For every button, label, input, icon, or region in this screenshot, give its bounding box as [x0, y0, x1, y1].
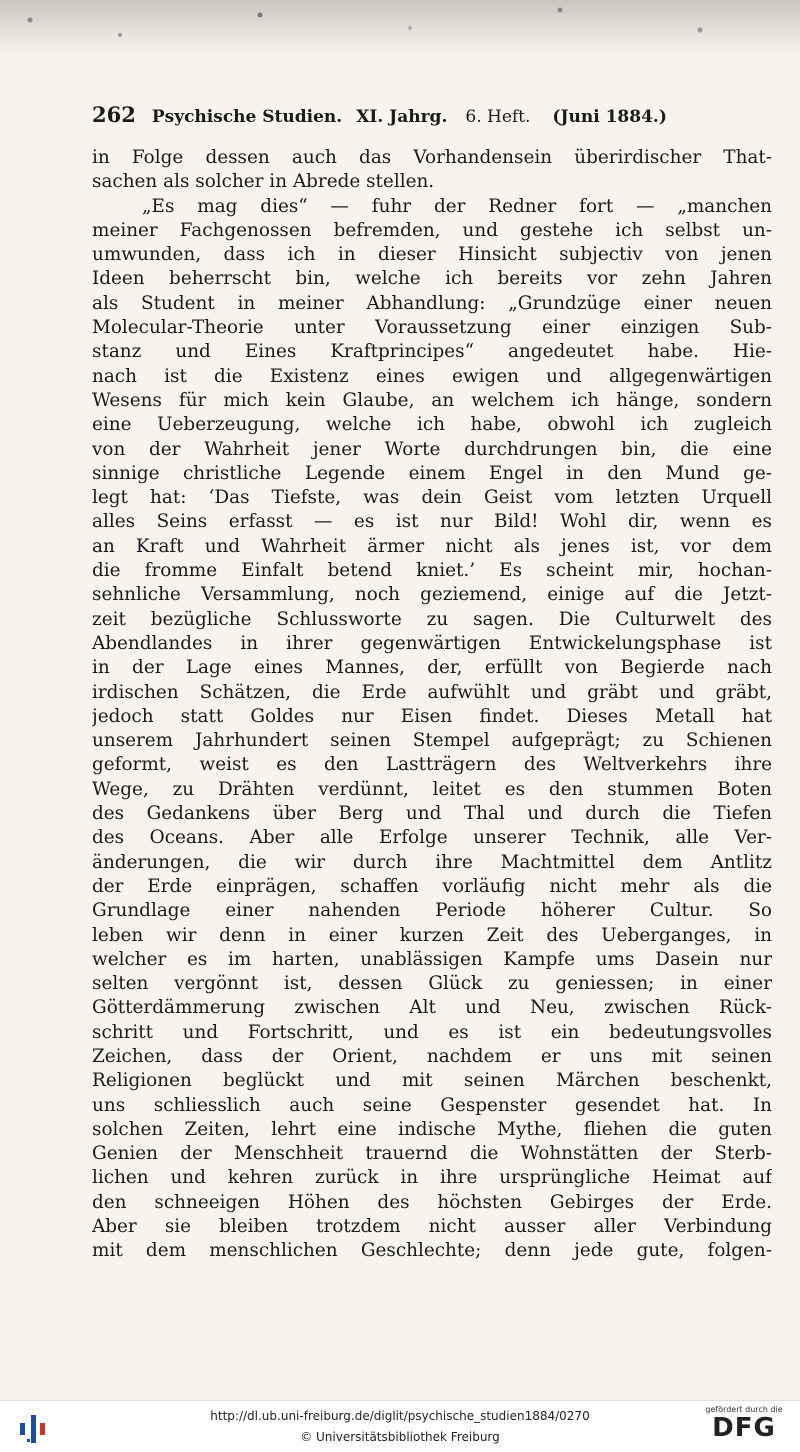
text-line: welcher es im harten, unablässigen Kampfe ums Dasein nur — [92, 948, 772, 970]
copyright-notice: © Universitätsbibliothek Freiburg — [300, 1430, 500, 1444]
dfg-logo — [696, 1405, 792, 1449]
text-line: solchen Zeiten, lehrt eine indische Mythe, fliehen die guten — [92, 1118, 772, 1140]
text-line: unserem Jahrhundert seinen Stempel aufgeprägt; zu Schienen — [92, 730, 772, 752]
permalink-url[interactable]: http://dl.ub.uni-freiburg.de/diglit/psychische_studien1884/0270 — [210, 1409, 590, 1423]
text-line: änderungen, die wir durch ihre Machtmittel dem Antlitz — [92, 851, 772, 873]
journal-title: Psychische Studien. — [151, 107, 343, 127]
text-line: meiner Fachgenossen befremden, und gestehe ich selbst un- — [92, 219, 772, 241]
text-line: „Es mag dies“ — fuhr der Redner fort — „manchen — [142, 195, 772, 217]
text-line: Grundlage einer nahenden Periode höherer Cultur. So — [92, 900, 772, 922]
text-line: eine Ueberzeugung, welche ich habe, obwohl ich zugleich — [92, 414, 772, 436]
text-line: leben wir denn in einer kurzen Zeit des Ueberganges, in — [92, 924, 772, 946]
text-line: nach ist die Existenz eines ewigen und allgegenwärtigen — [92, 365, 772, 387]
volume-year: XI. Jahrg. — [356, 107, 448, 127]
page-top-edge — [0, 0, 800, 60]
issue-date: (Juni 1884.) — [552, 107, 667, 127]
dfg-wordmark: DFG — [712, 1413, 776, 1443]
issue-number: 6. Heft. — [465, 107, 531, 127]
text-line: an Kraft und Wahrheit ärmer nicht als jenes ist, vor dem — [92, 535, 772, 557]
text-line: sachen als solcher in Abrede stellen. — [92, 171, 435, 193]
text-line: Wesens für mich kein Glaube, an welchem ich hänge, sondern — [92, 389, 772, 411]
text-line: stanz und Eines Kraftprincipes“ angedeutet habe. Hie- — [92, 341, 772, 363]
body-text — [92, 146, 772, 1264]
page-number: 262 — [92, 102, 136, 127]
text-line: geformt, weist es den Lastträgern des Weltverkehrs ihre — [92, 754, 772, 776]
text-line: lichen und kehren zurück in ihre ursprüngliche Heimat auf — [92, 1167, 772, 1189]
text-line: den schneeigen Höhen des höchsten Gebirges der Erde. — [92, 1191, 772, 1213]
text-line: Zeichen, dass der Orient, nachdem er uns mit seinen — [92, 1045, 772, 1067]
dfg-tagline: gefördert durch die — [705, 1405, 783, 1414]
viewer-footer — [0, 1400, 800, 1452]
text-line: in der Lage eines Mannes, der, erfüllt von Begierde nach — [92, 657, 772, 679]
text-line: sehnliche Versammlung, noch geziemend, einige auf die Jetzt- — [92, 584, 772, 606]
text-line: Abendlandes in ihrer gegenwärtigen Entwickelungsphase ist — [92, 632, 772, 654]
text-line: mit dem menschlichen Geschlechte; denn jede gute, folgen- — [92, 1240, 772, 1262]
text-line: jedoch statt Goldes nur Eisen findet. Dieses Metall hat — [92, 705, 772, 727]
text-line: in Folge dessen auch das Vorhandensein überirdischer That- — [92, 147, 772, 168]
text-line: sinnige christliche Legende einem Engel in den Mund ge- — [92, 462, 772, 484]
running-header — [92, 102, 772, 132]
text-line: schritt und Fortschritt, und es ist ein bedeutungsvolles — [92, 1021, 772, 1043]
text-line: alles Seins erfasst — es ist nur Bild! Wohl dir, wenn es — [92, 511, 772, 533]
text-line: der Erde einprägen, schaffen vorläufig nicht mehr als die — [92, 875, 772, 897]
text-line: zeit bezügliche Schlussworte zu sagen. Die Culturwelt des — [92, 608, 772, 630]
text-line: selten vergönnt ist, dessen Glück zu geniessen; in einer — [92, 973, 772, 995]
text-line: Götterdämmerung zwischen Alt und Neu, zwischen Rück- — [92, 997, 772, 1019]
text-line: von der Wahrheit jener Worte durchdrungen bin, die eine — [92, 438, 772, 460]
text-line: legt hat: ‘Das Tiefste, was dein Geist vom letzten Urquell — [92, 487, 772, 509]
text-line: des Oceans. Aber alle Erfolge unserer Technik, alle Ver- — [92, 827, 772, 849]
text-line: die fromme Einfalt betend kniet.’ Es scheint mir, hochan- — [92, 560, 772, 582]
text-line: Wege, zu Drähten verdünnt, leitet es den stummen Boten — [92, 778, 772, 800]
text-line: uns schliesslich auch seine Gespenster gesendet hat. In — [92, 1094, 772, 1116]
text-line: umwunden, dass ich in dieser Hinsicht subjectiv von jenen — [92, 244, 772, 266]
text-line: des Gedankens über Berg und Thal und durch die Tiefen — [92, 803, 772, 825]
text-line: irdischen Schätzen, die Erde aufwühlt und gräbt und gräbt, — [92, 681, 772, 703]
text-line: Aber sie bleiben trotzdem nicht ausser aller Verbindung — [92, 1216, 772, 1238]
text-line: als Student in meiner Abhandlung: „Grundzüge einer neuen — [92, 292, 772, 314]
text-line: Genien der Menschheit trauernd die Wohnstätten der Sterb- — [92, 1143, 772, 1165]
text-line: Ideen beherrscht bin, welche ich bereits vor zehn Jahren — [92, 268, 772, 290]
text-line: Molecular-Theorie unter Voraussetzung einer einzigen Sub- — [92, 317, 772, 339]
text-line: Religionen beglückt und mit seinen Märchen beschenkt, — [92, 1070, 772, 1092]
